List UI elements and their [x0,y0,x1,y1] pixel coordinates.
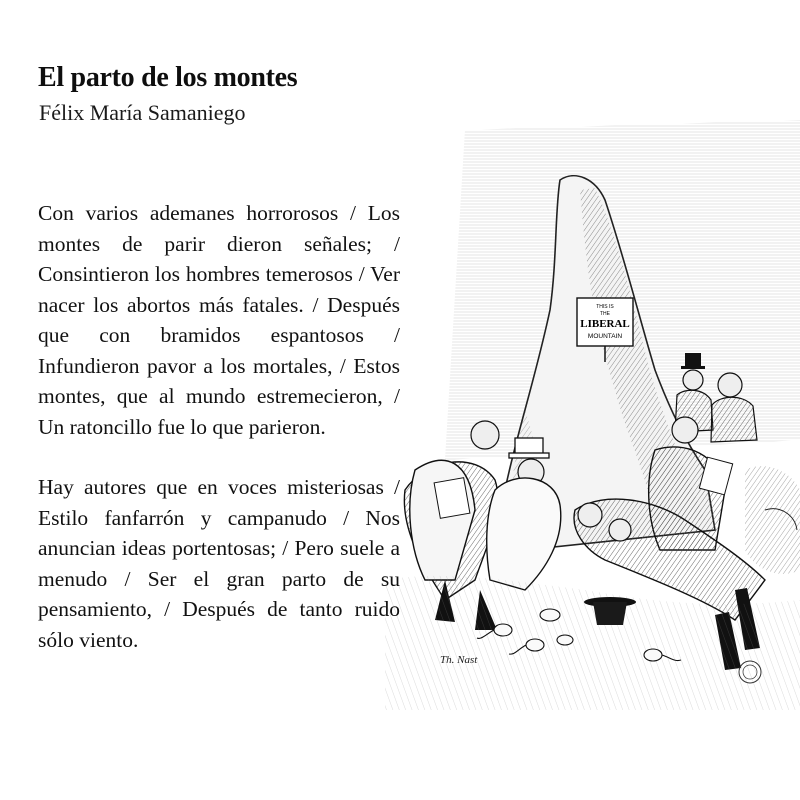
stanza-1: Con varios ademanes horrorosos / Los montes de parir dieron señales; / Consintieron los hombres temerosos / Ver nacer los abortos más fatales. / Después que con bramidos espantosos / Infundieron pavor a los mortales, / Estos montes, que al mundo estremecieron, / Un ratoncillo fue lo que parieron. [38,201,400,439]
artist-signature: Th. Nast [440,654,478,666]
sign-line-1: THIS IS [596,304,614,310]
poem-author: Félix María Samaniego [39,100,246,125]
sign-line-4: MOUNTAIN [587,333,623,340]
poem-title: El parto de los montes [38,62,298,93]
engraving-illustration [385,110,800,710]
sign-line-3: LIBERAL [580,318,630,330]
poem-body [38,198,400,685]
sign-line-2: THE [600,311,610,317]
liberal-mountain-engraving [385,110,800,710]
stanza-2: Hay autores que en voces misteriosas / Estilo fanfarrón y campanudo / Nos anuncian ideas portentosas; / Pero suele a menudo / Ser el gran parto de su pensamiento, / Después de tanto ruido sólo viento. [38,475,400,652]
